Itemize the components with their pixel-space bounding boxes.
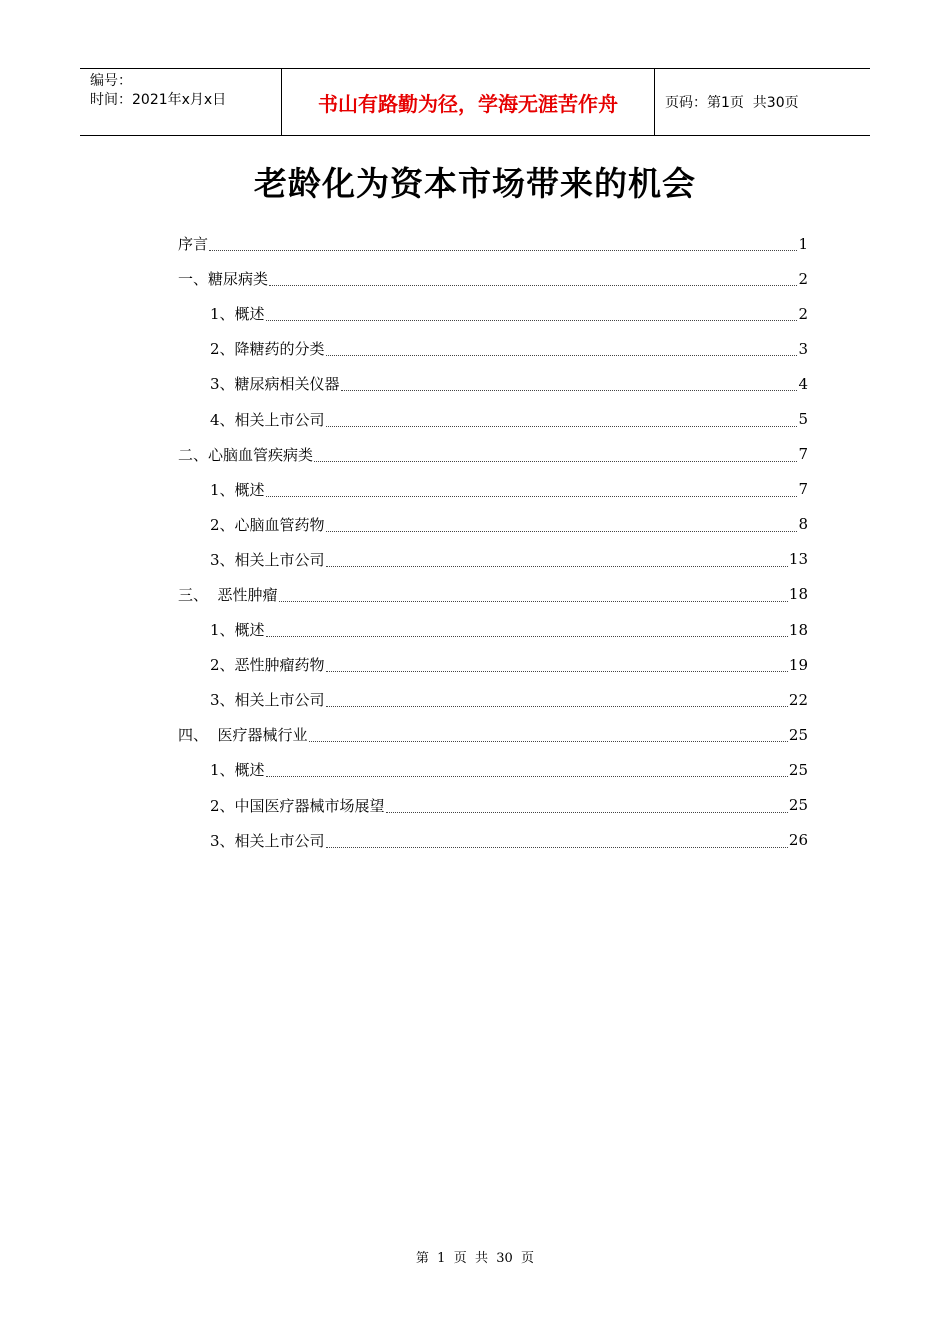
toc-entry[interactable]	[178, 401, 808, 436]
toc-entry[interactable]	[178, 331, 808, 366]
toc-leader-dots	[326, 408, 798, 427]
toc-entry-page-number: 3	[798, 339, 808, 358]
page-footer: 第 1 页 共 30 页	[415, 1251, 535, 1266]
toc-leader-dots	[326, 513, 798, 532]
toc-entry-label: 1、概述	[210, 305, 265, 324]
toc-entry-page-number: 2	[798, 269, 808, 288]
document-time-label: 时间：2021年x月x日	[90, 92, 227, 108]
toc-entry-label: 四、 医疗器械行业	[178, 726, 308, 745]
toc-leader-dots	[266, 758, 788, 777]
toc-entry-label: 一、糖尿病类	[178, 270, 269, 289]
toc-entry[interactable]	[178, 261, 808, 296]
toc-entry-label: 2、恶性肿瘤药物	[210, 656, 325, 675]
toc-entry[interactable]	[178, 542, 808, 577]
toc-entry-page-number: 18	[788, 620, 808, 639]
toc-entry-page-number: 25	[788, 796, 808, 815]
toc-entry-label: 1、概述	[210, 761, 265, 780]
toc-entry-page-number: 25	[788, 760, 808, 779]
toc-entry-page-number: 13	[788, 550, 808, 569]
toc-leader-dots	[309, 723, 788, 742]
toc-leader-dots	[326, 337, 798, 356]
header-page-info: 页码：第1页 共30页	[665, 95, 799, 111]
toc-entry[interactable]	[178, 752, 808, 787]
toc-leader-dots	[386, 794, 788, 813]
header-meta-cell	[80, 69, 281, 135]
page-header	[80, 68, 870, 136]
toc-entry-label: 2、中国医疗器械市场展望	[210, 796, 385, 815]
toc-leader-dots	[266, 302, 798, 321]
toc-leader-dots	[341, 372, 798, 391]
header-motto: 书山有路勤为径，学海无涯苦作舟	[281, 69, 655, 135]
toc-entry-label: 三、 恶性肿瘤	[178, 585, 278, 604]
toc-entry-label: 3、相关上市公司	[210, 691, 325, 710]
toc-entry-label: 2、心脑血管药物	[210, 515, 325, 534]
toc-entry-label: 序言	[178, 235, 209, 254]
toc-leader-dots	[266, 478, 798, 497]
toc-leader-dots	[209, 232, 797, 251]
toc-leader-dots	[266, 618, 788, 637]
toc-entry[interactable]	[178, 226, 808, 261]
document-number-label: 编号：	[90, 73, 132, 89]
toc-entry-label: 1、概述	[210, 621, 265, 640]
toc-entry[interactable]	[178, 577, 808, 612]
toc-entry-label: 1、概述	[210, 480, 265, 499]
toc-entry[interactable]	[178, 437, 808, 472]
toc-leader-dots	[279, 583, 788, 602]
toc-leader-dots	[269, 267, 797, 286]
toc-entry[interactable]	[178, 366, 808, 401]
toc-entry-label: 3、相关上市公司	[210, 831, 325, 850]
toc-entry-page-number: 8	[798, 515, 808, 534]
toc-entry-page-number: 7	[798, 445, 808, 464]
table-of-contents	[178, 226, 808, 858]
toc-leader-dots	[326, 829, 788, 848]
document-title: 老龄化为资本市场带来的机会	[254, 164, 696, 203]
toc-entry-page-number: 18	[788, 585, 808, 604]
toc-entry-page-number: 4	[798, 374, 808, 393]
toc-entry-page-number: 2	[798, 304, 808, 323]
toc-entry[interactable]	[178, 472, 808, 507]
toc-entry[interactable]	[178, 647, 808, 682]
toc-leader-dots	[326, 548, 788, 567]
toc-entry-label: 3、相关上市公司	[210, 550, 325, 569]
header-page-info-cell	[655, 69, 870, 135]
toc-entry[interactable]	[178, 507, 808, 542]
toc-entry[interactable]	[178, 296, 808, 331]
toc-entry[interactable]	[178, 788, 808, 823]
toc-entry-page-number: 22	[788, 690, 808, 709]
toc-leader-dots	[314, 443, 797, 462]
toc-entry-page-number: 19	[788, 655, 808, 674]
toc-entry[interactable]	[178, 823, 808, 858]
toc-leader-dots	[326, 688, 788, 707]
toc-leader-dots	[326, 653, 788, 672]
toc-entry-page-number: 7	[798, 480, 808, 499]
toc-entry[interactable]	[178, 612, 808, 647]
toc-entry-page-number: 1	[798, 234, 808, 253]
toc-entry[interactable]	[178, 717, 808, 752]
toc-entry-label: 2、降糖药的分类	[210, 340, 325, 359]
toc-entry[interactable]	[178, 682, 808, 717]
toc-entry-page-number: 25	[788, 725, 808, 744]
toc-entry-label: 4、相关上市公司	[210, 410, 325, 429]
toc-entry-label: 二、心脑血管疾病类	[178, 445, 314, 464]
toc-entry-page-number: 26	[788, 831, 808, 850]
toc-entry-label: 3、糖尿病相关仪器	[210, 375, 340, 394]
toc-entry-page-number: 5	[798, 410, 808, 429]
